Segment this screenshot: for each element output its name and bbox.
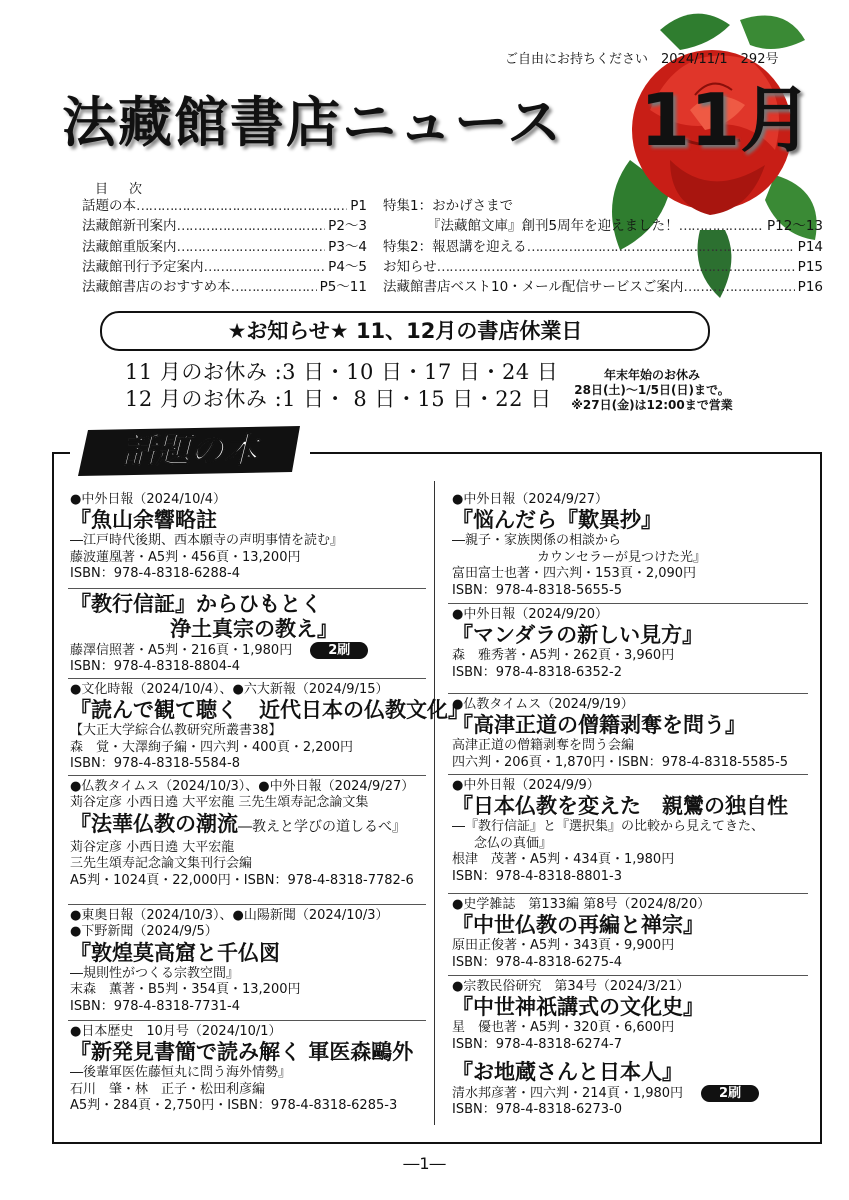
book-author-info: 藤波蓮凰著・A5判・456頁・13,200円	[70, 549, 301, 565]
book-entry[interactable]	[70, 682, 469, 773]
book-subtitle: ―親子・家族関係の相談から	[452, 533, 622, 549]
book-title: 『中世仏教の再編と禅宗』	[452, 913, 704, 938]
book-entry[interactable]	[452, 607, 703, 681]
book-author-info: A5判・284頁・2,750円・ISBN：978-4-8318-6285-3	[70, 1098, 398, 1114]
toc-item[interactable]: 法藏館重版案内 ………………………………………………………………………………………… P3〜4	[82, 237, 367, 257]
book-editor: 高津正道の僧籍剥奪を問う会編	[452, 738, 635, 754]
toc-item[interactable]: 法藏館書店のおすすめ本 ………………………………………………………………………………………… P5〜11	[82, 277, 367, 297]
november-holidays: 11 月のお休み :3 日・10 日・17 日・24 日	[125, 360, 559, 384]
book-pretitle: 苅谷定彦 小西日遶 大平宏龍 三先生頌寿記念論文集	[70, 795, 369, 811]
december-holidays: 12 月のお休み :1 日・ 8 日・15 日・22 日	[125, 387, 552, 411]
book-title-cont: 浄土真宗の教え』	[170, 617, 338, 641]
book-entry[interactable]	[452, 697, 788, 771]
book-author-info: 根津 茂著・A5判・434頁・1,980円	[452, 852, 675, 868]
section-title-badge	[70, 418, 310, 480]
media-source: ●史学雑誌 第133編 第8号（2024/8/20）	[452, 897, 711, 912]
media-source: ●文化時報（2024/10/4）、●六大新報（2024/9/15）	[70, 682, 389, 697]
toc-heading: 目 次	[95, 182, 147, 197]
book-isbn: ISBN：978-4-8318-6275-4	[452, 954, 623, 970]
media-source: ●東奥日報（2024/10/3）、●山陽新聞（2024/10/3）	[70, 908, 389, 923]
book-editor: 苅谷定彦 小西日遶 大平宏龍	[70, 839, 235, 855]
book-subtitle: ―後輩軍医佐藤恒丸に問う海外情勢』	[70, 1065, 292, 1081]
issue-meta: ご自由にお持ちください 2024/11/1 292号	[505, 52, 779, 67]
book-entry[interactable]	[70, 779, 414, 889]
media-source: ●仏教タイムス（2024/10/3）、●中外日報（2024/9/27）	[70, 779, 415, 794]
book-title: 『魚山余響略註	[70, 508, 217, 533]
book-editor: 石川 肇・林 正子・松田利彦編	[70, 1081, 266, 1097]
masthead-month: 11月	[640, 78, 813, 162]
page-number: ―1―	[403, 1154, 446, 1173]
new-year-holidays: 年末年始のお休み 28日(土)〜1/5日(日)まで。 ※27日(金)は12:00まで営業	[571, 368, 733, 412]
toc-feature-heading: 特集1：おかげさまで	[383, 198, 514, 214]
book-title: 『法華仏教の潮流―教えと学びの道しるべ』	[70, 811, 406, 836]
book-subtitle-cont: 念仏の真価』	[474, 835, 553, 851]
book-subtitle-cont: カウンセラーが見つけた光』	[537, 549, 707, 565]
book-entry[interactable]	[70, 492, 343, 583]
media-source: ●中外日報（2024/9/20）	[452, 607, 609, 622]
book-isbn: ISBN：978-4-8318-5655-5	[452, 582, 623, 598]
book-isbn: ISBN：978-4-8318-8804-4	[70, 659, 241, 675]
book-entry[interactable]	[70, 592, 368, 676]
toc-item[interactable]: 『法藏館文庫』創刊5周年を迎えました！ ………………………………………………………………………………………… P12〜13	[383, 216, 823, 236]
book-entry[interactable]	[70, 1024, 413, 1115]
book-title: 『教行信証』からひもとく	[70, 592, 322, 616]
book-isbn: ISBN：978-4-8318-6352-2	[452, 664, 623, 680]
book-author-info: 四六判・206頁・1,870円・ISBN：978-4-8318-5585-5	[452, 754, 789, 770]
book-author-info: A5判・1024頁・22,000円・ISBN：978-4-8318-7782-6	[70, 872, 414, 888]
book-title: 『マンダラの新しい見方』	[452, 623, 704, 648]
book-author-info: 末森 薫著・B5判・354頁・13,200円	[70, 982, 301, 998]
toc-item[interactable]: 特集2：報恩講を迎える ………………………………………………………………………………………… P14	[383, 237, 823, 257]
book-title: 『高津正道の僧籍剥奪を問う』	[452, 713, 746, 738]
book-entry[interactable]	[452, 1060, 759, 1119]
media-source: ●下野新聞（2024/9/5）	[70, 924, 218, 940]
book-isbn: ISBN：978-4-8318-5584-8	[70, 756, 241, 772]
book-entry[interactable]	[452, 979, 704, 1053]
book-editor: 三先生頌寿記念論文集刊行会編	[70, 856, 253, 872]
media-source: ●日本歴史 10月号（2024/10/1）	[70, 1024, 282, 1039]
book-isbn: ISBN：978-4-8318-6273-0	[452, 1102, 623, 1118]
book-author-info: 星 優也著・A5判・320頁・6,600円	[452, 1020, 675, 1036]
book-subtitle: ―『教行信証』と『選択集』の比較から見えてきた、	[452, 819, 765, 835]
toc-right	[383, 196, 823, 297]
book-author-info: 森 覚・大澤絢子編・四六判・400頁・2,200円	[70, 739, 354, 755]
book-title: 『新発見書簡で読み解く 軍医森鷗外	[70, 1040, 414, 1065]
book-author-info: 清水邦彦著・四六判・214頁・1,980円 2刷	[452, 1085, 759, 1102]
book-isbn: ISBN：978-4-8318-6274-7	[452, 1036, 623, 1052]
column-divider	[434, 481, 435, 1125]
book-subtitle: ―江戸時代後期、西本願寺の声明事情を読む』	[70, 533, 344, 549]
book-entry[interactable]	[70, 908, 389, 1015]
media-source: ●宗教民俗研究 第34号（2024/3/21）	[452, 979, 690, 994]
book-title: 『お地蔵さんと日本人』	[452, 1060, 683, 1084]
book-title: 『敦煌莫高窟と千仏図	[70, 940, 280, 965]
section-title: 話題の本	[122, 431, 258, 471]
book-title: 『悩んだら『歎異抄』	[452, 508, 662, 533]
book-isbn: ISBN：978-4-8318-6288-4	[70, 566, 241, 582]
reprint-badge: 2刷	[310, 642, 368, 659]
media-source: ●中外日報（2024/9/9）	[452, 778, 600, 793]
book-author-info: 原田正俊著・A5判・343頁・9,900円	[452, 938, 675, 954]
book-subtitle: ―規則性がつくる宗教空間』	[70, 965, 240, 981]
media-source: ●仏教タイムス（2024/9/19）	[452, 697, 634, 712]
masthead-title: 法藏館書店ニュース	[62, 91, 564, 154]
book-isbn: ISBN：978-4-8318-7731-4	[70, 998, 241, 1014]
book-entry[interactable]	[452, 492, 706, 599]
reprint-badge: 2刷	[701, 1085, 759, 1102]
media-source: ●中外日報（2024/9/27）	[452, 492, 609, 507]
book-entry[interactable]	[452, 897, 710, 971]
book-title: 『中世神祇講式の文化史』	[452, 995, 704, 1020]
toc-item[interactable]: 法藏館新刊案内 ………………………………………………………………………………………… P2〜3	[82, 216, 367, 236]
media-source: ●中外日報（2024/10/4）	[70, 492, 227, 507]
book-title: 『読んで観て聴く 近代日本の仏教文化』	[70, 698, 469, 723]
holiday-notice-title: ★お知らせ★ 11、12月の書店休業日	[100, 311, 710, 351]
book-title: 『日本仏教を変えた 親鸞の独自性	[452, 794, 788, 819]
book-series: 【大正大学綜合仏教研究所叢書38】	[70, 723, 282, 739]
book-author-info: 富田富士也著・四六判・153頁・2,090円	[452, 566, 697, 582]
book-entry[interactable]	[452, 778, 788, 885]
toc-item[interactable]: 法藏館書店ベスト10・メール配信サービスご案内 ………………………………………………………………………………………… P16	[383, 277, 823, 297]
toc-left	[82, 196, 367, 297]
toc-item[interactable]: お知らせ ………………………………………………………………………………………… P15	[383, 257, 823, 277]
book-author-info: 藤澤信照著・A5判・216頁・1,980円 2刷	[70, 642, 368, 659]
book-isbn: ISBN：978-4-8318-8801-3	[452, 868, 623, 884]
toc-item[interactable]: 法藏館刊行予定案内 ………………………………………………………………………………………… P4〜5	[82, 257, 367, 277]
toc-item[interactable]: 話題の本 ………………………………………………………………………………………… P1	[82, 196, 367, 216]
book-author-info: 森 雅秀著・A5判・262頁・3,960円	[452, 648, 675, 664]
